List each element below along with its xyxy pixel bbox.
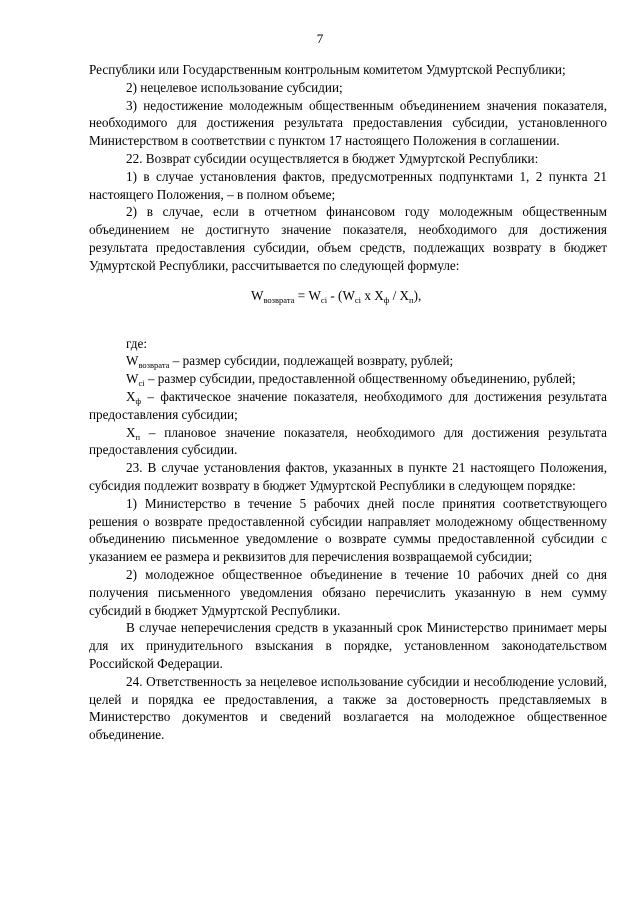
page-number: 7 [316,31,324,46]
clause-22-item-2: 2) в случае, если в отчетном финансовом году молодежным общественным объединением не достигнуто значение показателя, необходимого для достижения результата предоставления субсидии, объем средств, подлежащих возврату в бюджет Удмуртской Республики, рассчитывается по следующей формуле: [89,204,607,273]
clause-22-item-1: 1) в случае установления фактов, предусмотренных подпунктами 1, 2 пункта 21 настоящего Положения, – в полном объеме; [89,168,607,202]
formula-block [89,275,607,335]
item-not-achieved: 3) недостижение молодежным общественным объединением значения показателя, необходимого для достижения результата предоставления субсидии, установленного Министерством в соответствии с пунктом 17 настоящего Положения в соглашении. [89,97,607,149]
clause-23-item-1: 1) Министерство в течение 5 рабочих дней после принятия соответствующего решения о возврате предоставленной субсидии направляет молодежному общественному объединению письменное уведомление о возврате суммы предоставленной субсидии с указанием ее размера и реквизитов для перечисления возвращаемой субсидии; [89,495,607,565]
clause-23: 23. В случае установления фактов, указанных в пункте 21 настоящего Положения, субсидия подлежит возврату в бюджет Удмуртской Республики в следующем порядке: [89,460,607,493]
paragraph-continuation: Республики или Государственным контрольным комитетом Удмуртской Республики; [89,62,566,77]
definition-w-ci: $W_{ci}$ – размер субсидии, предоставленной общественному объединению, рублей; [126,371,576,389]
clause-23-non-transfer: В случае неперечисления средств в указанный срок Министерство принимает меры для их принудительного взыскания в порядке, установленном законодательством Российской Федерации. [89,620,607,671]
definition-w-refund: $W_{возврата}$ – размер субсидии, подлежащей возврату, рублей; [126,353,454,371]
definition-x-fact: $X_ф$ – фактическое значение показателя, необходимого для достижения результата предоставления субсидии; [89,388,607,422]
clause-24: 24. Ответственность за нецелевое использование субсидии и несоблюдение условий, целей и порядка ее предоставления, а также за достоверность представляемых в Министерство документов и сведений возлагается на молодежное общественное объединение. [89,673,607,743]
definition-x-plan: $X_п$ – плановое значение показателя, необходимого для достижения результата предоставления субсидии. [89,424,607,458]
clause-23-item-2: 2) молодежное общественное объединение в течение 10 рабочих дней со дня получения письменного уведомления обязано перечислить указанную в нем сумму субсидий в бюджет Удмуртской Республики. [89,566,607,618]
refund-formula: $W_{возврата} = W_{ci} - (W_{ci}$ x $X_ф / X_п$), [251,287,422,305]
where-label: где: [126,335,147,351]
item-misuse: 2) нецелевое использование субсидии; [126,79,343,95]
clause-22: 22. Возврат субсидии осуществляется в бюджет Удмуртской Республики: [126,150,539,166]
document-body [89,61,607,744]
